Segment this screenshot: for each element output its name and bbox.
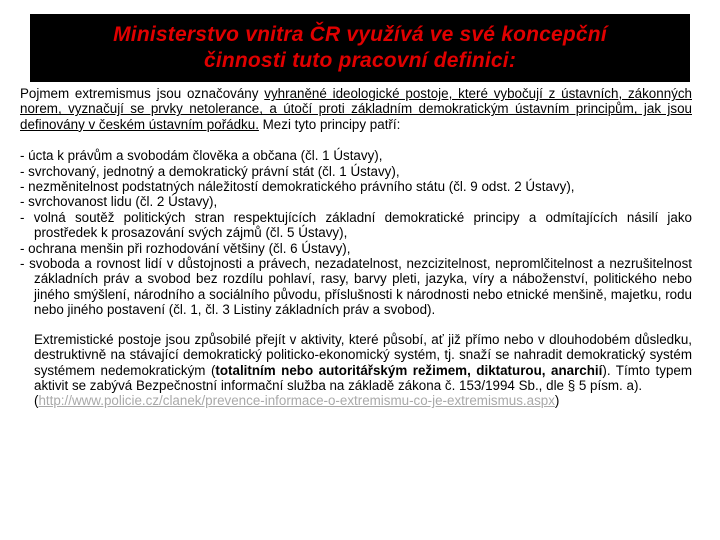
title-line-1: Ministerstvo vnitra ČR využívá ve své koncepční	[113, 23, 607, 46]
source-link-url[interactable]: http://www.policie.cz/clanek/prevence-informace-o-extremismu-co-je-extremismus.aspx	[38, 393, 555, 409]
intro-lead: Pojmem extremismus jsou označovány	[20, 86, 265, 101]
source-link-close: )	[554, 393, 560, 409]
para2-part1: Extremistické postoje jsou způsobilé přejít v aktivity, které působí, ať již přímo nebo v dlouhodobém důsledku, destruktivně na stávající demokratický politicko-ekonomický systém, tj. snaží se nahradit demokratický systém systémem nedemokratickým (	[34, 331, 692, 378]
list-item: - volná soutěž politických stran respektujících základní demokratické principy a odmítajících násilí jako prostředek k prosazování svých zájmů (čl. 5 Ústavy),	[20, 209, 692, 241]
list-item: - svoboda a rovnost lidí v důstojnosti a právech, nezadatelnost, nezcizitelnost, nepromlčitelnost a nezrušitelnost základních práv a svobod bez rozdílu pohlaví, rasy, barvy pleti, jazyka, víry a náboženství, politického nebo jiného smýšlení, národního a sociálního původu, příslušnosti k národnosti nebo etnické menšině, majetku, rodu nebo jiného postavení (čl. 1, čl. 3 Listiny základních práv a svobod).	[20, 256, 692, 318]
intro-definition: vyhraněné ideologické postoje, které vybočují z ústavních, zákonných norem, vyznačují se prvky netolerance, a útočí proti základním demokratickým ústavním principům, jak jsou definovány v českém ústavním pořádku.	[20, 86, 692, 132]
title-line-2: činnosti tuto pracovní definici:	[203, 49, 517, 72]
intro-tail: Mezi tyto principy patří:	[258, 116, 401, 132]
list-item: - svrchovaný, jednotný a demokratický právní stát (čl. 1 Ústavy),	[20, 163, 400, 179]
list-item: - úcta k právům a svobodám člověka a občana (čl. 1 Ústavy),	[20, 148, 383, 164]
slide-title	[113, 22, 607, 74]
para2-bold-regimes: totalitním nebo autoritářským režimem, diktaturou, anarchií	[215, 362, 603, 378]
source-link[interactable]	[34, 393, 559, 408]
list-item: - svrchovanost lidu (čl. 2 Ústavy),	[20, 194, 218, 210]
source-link-open: (	[34, 393, 39, 409]
slide-body	[20, 86, 692, 409]
list-item: - ochrana menšin při rozhodování většiny (čl. 6 Ústavy),	[20, 240, 351, 256]
list-item: - nezměnitelnost podstatných náležitostí demokratického právního státu (čl. 9 odst. 2 Ústavy),	[20, 179, 575, 195]
principles-list	[20, 148, 692, 317]
intro-paragraph	[20, 86, 692, 132]
title-banner	[30, 14, 690, 82]
extremism-activity-paragraph	[34, 332, 692, 409]
para2-part2: ). Tímto typem aktivit se zabývá Bezpečnostní informační služba na základě zákona č. 153/1994 Sb., dle § 5 písm. a).	[34, 362, 692, 393]
